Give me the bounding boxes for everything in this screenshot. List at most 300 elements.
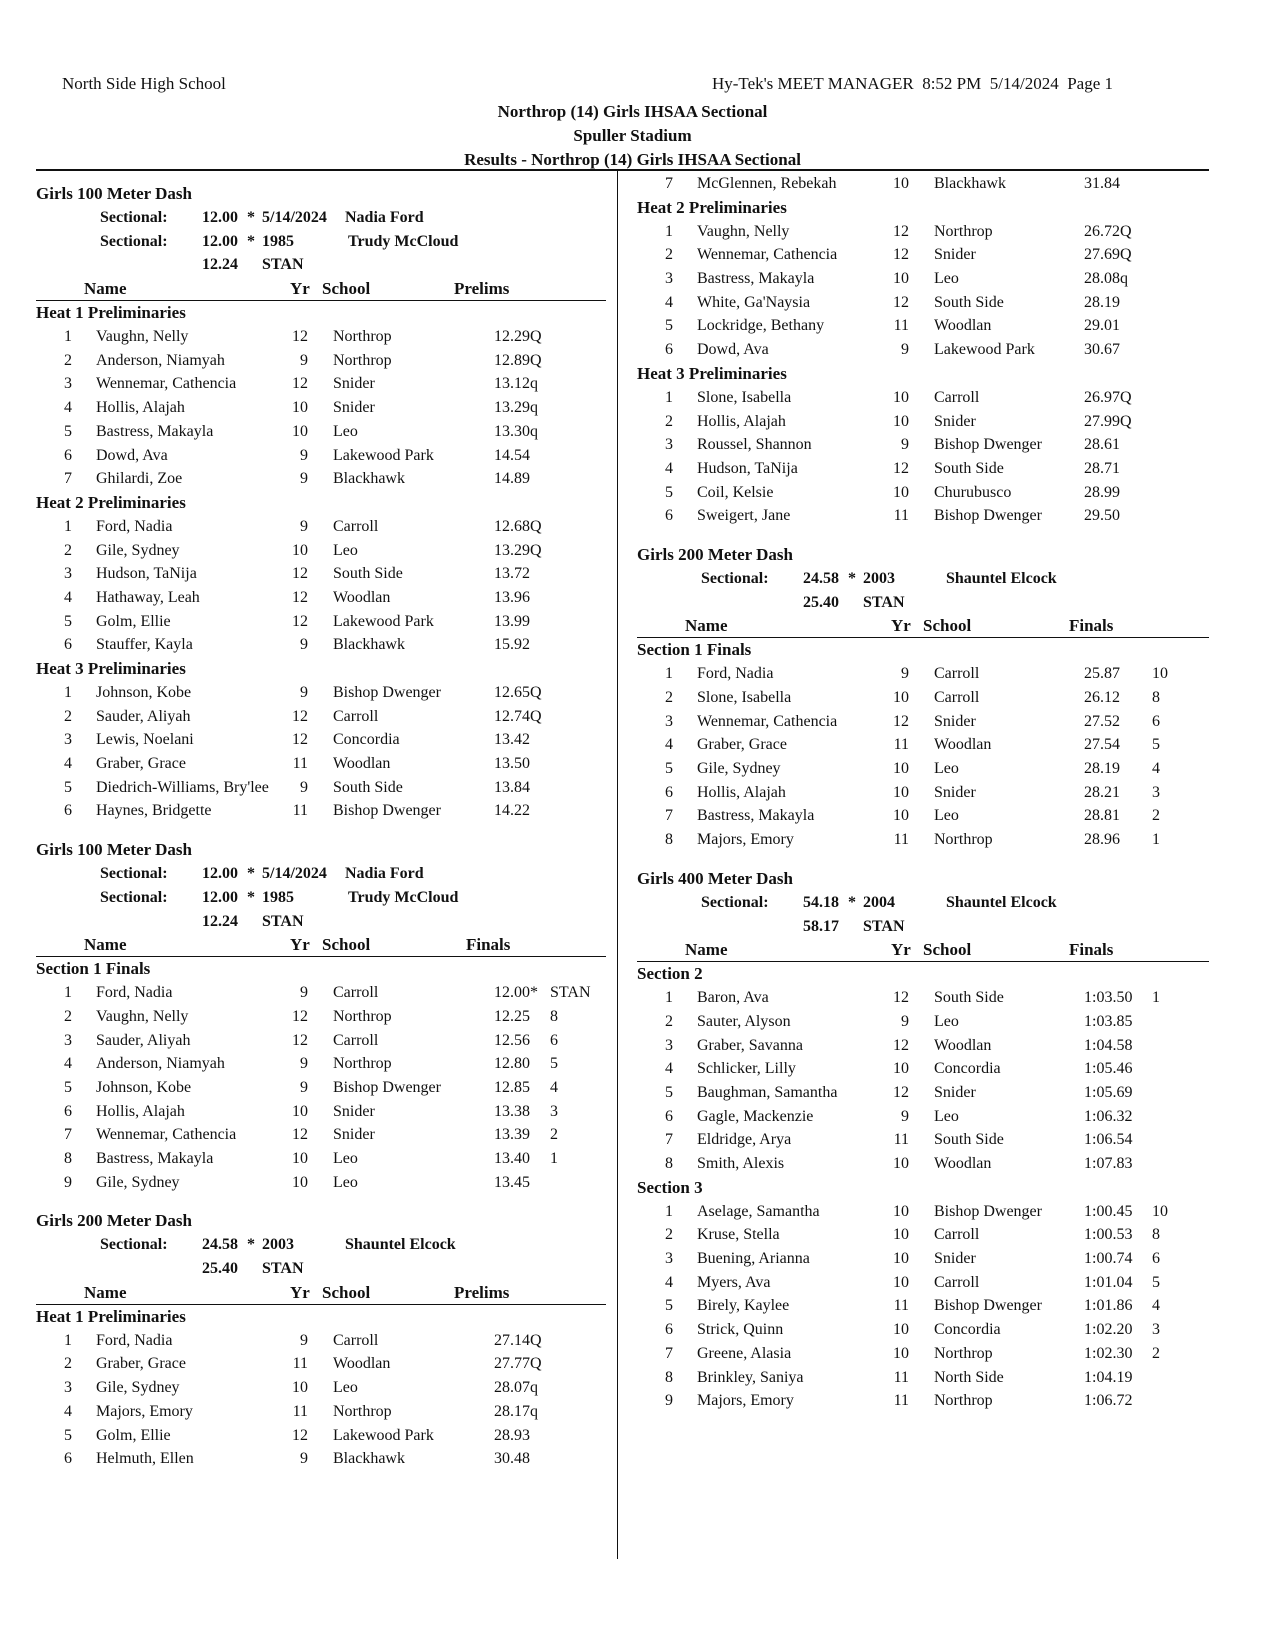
place: 2	[64, 707, 72, 725]
athlete-year: 12	[292, 588, 308, 606]
place: 3	[665, 1250, 673, 1268]
record-date: STAN	[262, 1260, 304, 1278]
result-mark: 12.25	[494, 1007, 530, 1025]
result-mark: 13.40	[494, 1150, 530, 1167]
place: 7	[64, 470, 72, 488]
athlete-name: Ghilardi, Zoe	[96, 470, 183, 488]
result-row	[637, 1034, 1209, 1058]
points: 3	[1152, 783, 1160, 801]
result-mark: 1:02.20	[1084, 1321, 1133, 1339]
place: 6	[64, 1102, 72, 1120]
school-name: Snider	[934, 246, 976, 264]
header-name: Name	[685, 940, 728, 960]
school-name: Concordia	[333, 731, 400, 749]
result-row	[637, 386, 1209, 410]
result-row	[637, 710, 1209, 734]
event-title: Girls 100 Meter Dash	[36, 840, 192, 860]
result-row	[637, 504, 1209, 528]
school-name: Snider	[333, 375, 375, 393]
athlete-name: Johnson, Kobe	[96, 684, 192, 701]
school-name: Woodlan	[934, 317, 992, 335]
place: 2	[64, 351, 72, 369]
athlete-year: 9	[901, 341, 909, 359]
result-mark: 12.56	[494, 1031, 530, 1049]
place: 1	[64, 984, 72, 1002]
school-name: Blackhawk	[333, 470, 405, 488]
school-name: Northrop	[333, 1007, 392, 1025]
place: 3	[665, 270, 673, 288]
result-row	[637, 1247, 1209, 1271]
athlete-year: 12	[893, 712, 909, 730]
result-row	[36, 1100, 606, 1124]
header-school: School	[923, 940, 972, 960]
athlete-year: 9	[300, 1055, 308, 1073]
result-row	[637, 986, 1209, 1010]
heat-label: Heat 2 Preliminaries	[637, 197, 787, 217]
result-mark: 27.54	[1084, 736, 1120, 754]
school-name: Bishop Dwenger	[934, 507, 1042, 525]
left-column	[36, 172, 606, 1471]
place: 6	[665, 783, 673, 801]
result-row	[36, 420, 606, 444]
result-mark: 13.50	[494, 755, 530, 773]
place: 1	[665, 1202, 673, 1220]
athlete-year: 10	[292, 1173, 308, 1191]
place: 6	[64, 1450, 72, 1468]
points: 5	[550, 1055, 558, 1073]
place: 9	[64, 1173, 72, 1191]
athlete-year: 12	[292, 565, 308, 583]
place: 1	[665, 665, 673, 683]
athlete-year: 12	[893, 293, 909, 311]
host-school: North Side High School	[62, 74, 226, 93]
result-row	[36, 728, 606, 752]
result-row	[637, 662, 1209, 686]
athlete-year: 9	[901, 665, 909, 683]
record-mark: 12.00	[202, 865, 238, 883]
header-mark: Prelims	[454, 279, 510, 299]
result-mark: 1:00.45	[1084, 1202, 1133, 1220]
result-mark: 1:05.46	[1084, 1060, 1133, 1078]
result-mark: 31.84	[1084, 175, 1120, 192]
place: 4	[665, 1060, 673, 1078]
result-mark: 12.85	[494, 1078, 530, 1096]
result-row	[637, 172, 1209, 196]
athlete-year: 10	[893, 1060, 909, 1078]
school-name: Blackhawk	[934, 175, 1006, 192]
place: 3	[64, 1031, 72, 1049]
record-mark: 25.40	[202, 1260, 238, 1278]
place: 6	[665, 507, 673, 525]
result-mark: 13.96	[494, 588, 530, 606]
result-mark: 28.61	[1084, 436, 1120, 454]
school-name: Bishop Dwenger	[333, 802, 441, 820]
result-mark: 1:00.74	[1084, 1250, 1133, 1268]
athlete-year: 9	[300, 984, 308, 1002]
record-label: Sectional:	[100, 1236, 168, 1254]
school-name: Woodlan	[934, 1036, 992, 1054]
record-mark: 12.00	[202, 888, 238, 906]
athlete-year: 10	[893, 412, 909, 430]
record-date: 2004	[863, 893, 895, 911]
points: 6	[1152, 712, 1160, 730]
athlete-year: 11	[893, 1392, 909, 1410]
record-star: *	[247, 209, 255, 226]
athlete-name: Gile, Sydney	[697, 760, 781, 778]
athlete-year: 12	[292, 1426, 308, 1444]
points: 8	[1152, 1226, 1160, 1244]
school-name: Lakewood Park	[934, 341, 1035, 359]
result-row	[637, 1081, 1209, 1105]
result-row	[637, 243, 1209, 267]
points: 3	[1152, 1321, 1160, 1339]
athlete-name: Slone, Isabella	[697, 388, 792, 406]
athlete-year: 12	[292, 1031, 308, 1049]
school-name: Northrop	[333, 328, 392, 346]
result-row	[637, 1366, 1209, 1390]
result-mark: 14.89	[494, 470, 530, 488]
event-block	[36, 1209, 606, 1471]
school-name: South Side	[934, 989, 1004, 1007]
athlete-year: 9	[300, 778, 308, 796]
school-name: Northrop	[934, 1344, 993, 1362]
athlete-name: Vaughn, Nelly	[96, 328, 189, 346]
athlete-name: Baron, Ava	[697, 989, 769, 1007]
place: 1	[665, 222, 673, 240]
record-holder: Shauntel Elcock	[345, 1236, 456, 1254]
school-name: Snider	[333, 1102, 375, 1120]
result-row	[637, 1294, 1209, 1318]
record-mark: 24.58	[202, 1236, 238, 1254]
athlete-year: 9	[300, 517, 308, 535]
athlete-year: 12	[893, 989, 909, 1007]
athlete-name: Sweigert, Jane	[697, 507, 791, 525]
result-row	[637, 338, 1209, 362]
athlete-name: Hathaway, Leah	[96, 588, 200, 606]
result-mark: 13.42	[494, 731, 530, 749]
result-row	[637, 804, 1209, 828]
place: 5	[64, 1426, 72, 1444]
athlete-year: 12	[292, 612, 308, 630]
place: 7	[665, 807, 673, 825]
result-row	[637, 1010, 1209, 1034]
athlete-year: 12	[893, 1036, 909, 1054]
athlete-year: 9	[300, 446, 308, 464]
school-name: South Side	[934, 459, 1004, 477]
athlete-year: 9	[300, 470, 308, 488]
place: 6	[665, 1107, 673, 1125]
header-name: Name	[84, 1282, 127, 1302]
athlete-name: Greene, Alasia	[697, 1344, 792, 1362]
athlete-name: Wennemar, Cathencia	[697, 712, 838, 730]
points: 4	[1152, 1297, 1160, 1315]
school-name: Woodlan	[333, 588, 391, 606]
record-line	[36, 886, 606, 910]
athlete-name: Bastress, Makayla	[96, 422, 214, 440]
heat-label: Heat 3 Preliminaries	[36, 659, 186, 678]
place: 7	[665, 1344, 673, 1362]
place: 5	[665, 1297, 673, 1315]
record-label: Sectional:	[100, 865, 168, 883]
school-name: Concordia	[934, 1321, 1001, 1339]
school-name: Northrop	[934, 831, 993, 849]
result-row	[36, 515, 606, 539]
athlete-year: 9	[300, 684, 308, 701]
result-mark: 27.52	[1084, 712, 1120, 730]
record-line	[637, 591, 1209, 615]
school-name: Carroll	[333, 984, 379, 1002]
athlete-year: 10	[893, 689, 909, 706]
school-name: Carroll	[934, 689, 980, 706]
meet-title: Northrop (14) Girls IHSAA Sectional	[497, 102, 768, 121]
heat-label: Section 1 Finals	[637, 640, 752, 660]
athlete-name: Gile, Sydney	[96, 1173, 180, 1191]
header-mark: Finals	[1069, 940, 1114, 960]
school-name: Carroll	[934, 1273, 980, 1291]
athlete-name: Gagle, Mackenzie	[697, 1107, 814, 1125]
school-name: Leo	[333, 1379, 358, 1397]
school-name: Northrop	[333, 1402, 392, 1420]
athlete-year: 12	[893, 246, 909, 264]
header-yr: Yr	[290, 279, 310, 299]
result-mark: 26.12	[1084, 689, 1120, 706]
place: 4	[665, 293, 673, 311]
points: STAN	[550, 984, 591, 1002]
result-mark: 27.14Q	[494, 1331, 542, 1349]
athlete-year: 9	[300, 636, 308, 654]
event-block	[36, 182, 606, 823]
record-date: STAN	[262, 256, 304, 274]
school-name: Woodlan	[934, 736, 992, 754]
athlete-name: Wennemar, Cathencia	[96, 375, 237, 393]
result-mark: 27.99Q	[1084, 412, 1132, 430]
place: 4	[665, 459, 673, 477]
points: 4	[1152, 760, 1160, 778]
school-name: Northrop	[333, 1055, 392, 1073]
points: 6	[550, 1031, 558, 1049]
athlete-year: 11	[292, 1355, 308, 1373]
school-name: South Side	[934, 1131, 1004, 1149]
place: 2	[665, 412, 673, 430]
place: 5	[64, 422, 72, 440]
header-yr: Yr	[290, 935, 310, 955]
record-line	[36, 1257, 606, 1281]
result-row	[36, 799, 606, 823]
athlete-year: 12	[893, 222, 909, 240]
result-mark: 1:07.83	[1084, 1155, 1133, 1172]
points: 2	[550, 1126, 558, 1144]
heat-label: Heat 3 Preliminaries	[637, 363, 787, 383]
school-name: Lakewood Park	[333, 446, 434, 464]
athlete-name: Hudson, TaNija	[96, 565, 197, 583]
athlete-year: 11	[893, 317, 909, 335]
result-mark: 13.99	[494, 612, 530, 630]
school-name: Snider	[934, 712, 976, 730]
athlete-year: 10	[893, 1250, 909, 1268]
place: 7	[665, 1131, 673, 1149]
place: 4	[64, 1055, 72, 1073]
place: 3	[64, 375, 72, 393]
result-row	[36, 1352, 606, 1376]
athlete-year: 10	[893, 1155, 909, 1172]
school-name: Snider	[333, 399, 375, 417]
record-line	[36, 206, 606, 230]
athlete-year: 9	[300, 1450, 308, 1468]
result-row	[36, 610, 606, 634]
result-row	[36, 539, 606, 563]
record-date: 1985	[262, 888, 294, 906]
record-date: 1985	[262, 232, 294, 250]
school-name: Woodlan	[333, 1355, 391, 1373]
record-line	[637, 567, 1209, 591]
place: 1	[64, 328, 72, 346]
place: 5	[64, 612, 72, 630]
place: 3	[665, 712, 673, 730]
athlete-name: Ford, Nadia	[96, 984, 173, 1002]
record-holder: Shauntel Elcock	[946, 893, 1057, 911]
athlete-name: White, Ga'Naysia	[697, 293, 811, 311]
column-headers	[36, 277, 606, 301]
record-mark: 54.18	[803, 893, 839, 911]
athlete-name: Hollis, Alajah	[96, 399, 185, 417]
result-mark: 28.93	[494, 1426, 530, 1444]
points: 8	[550, 1007, 558, 1025]
athlete-name: Graber, Grace	[697, 736, 787, 754]
athlete-name: Majors, Emory	[96, 1402, 193, 1420]
school-name: Snider	[333, 1126, 375, 1144]
athlete-year: 11	[893, 831, 909, 849]
school-name: South Side	[934, 293, 1004, 311]
column-divider	[617, 169, 618, 1559]
result-row	[36, 467, 606, 491]
result-mark: 28.81	[1084, 807, 1120, 825]
record-line	[36, 230, 606, 254]
record-holder: Nadia Ford	[345, 209, 424, 226]
result-mark: 1:04.19	[1084, 1368, 1133, 1386]
record-mark: 12.24	[202, 912, 238, 930]
place: 5	[665, 760, 673, 778]
result-mark: 1:02.30	[1084, 1344, 1133, 1362]
school-name: Northrop	[934, 222, 993, 240]
athlete-name: Bastress, Makayla	[697, 270, 815, 288]
place: 6	[64, 636, 72, 654]
athlete-year: 10	[893, 783, 909, 801]
record-label: Sectional:	[100, 888, 168, 906]
athlete-name: Ford, Nadia	[96, 517, 173, 535]
result-mark: 15.92	[494, 636, 530, 654]
result-mark: 14.54	[494, 446, 530, 464]
column-headers	[36, 933, 606, 957]
athlete-name: Anderson, Niamyah	[96, 1055, 225, 1073]
record-line	[36, 910, 606, 934]
result-mark: 1:05.69	[1084, 1083, 1133, 1101]
result-mark: 12.29Q	[494, 328, 542, 346]
school-name: Concordia	[934, 1060, 1001, 1078]
record-holder: Trudy McCloud	[348, 232, 459, 250]
header-name: Name	[84, 279, 127, 299]
school-name: Snider	[934, 412, 976, 430]
athlete-name: Hollis, Alajah	[96, 1102, 185, 1120]
record-line	[637, 891, 1209, 915]
place: 3	[665, 436, 673, 454]
result-row	[637, 1057, 1209, 1081]
result-mark: 12.68Q	[494, 517, 542, 535]
result-row	[637, 781, 1209, 805]
record-line	[637, 915, 1209, 939]
result-mark: 29.01	[1084, 317, 1120, 335]
place: 8	[665, 1155, 673, 1172]
school-name: Blackhawk	[333, 636, 405, 654]
school-name: Leo	[934, 807, 959, 825]
result-row	[637, 1128, 1209, 1152]
school-name: Carroll	[333, 707, 379, 725]
athlete-name: Gile, Sydney	[96, 541, 180, 559]
athlete-year: 12	[292, 1007, 308, 1025]
record-mark: 25.40	[803, 593, 839, 611]
school-name: Blackhawk	[333, 1450, 405, 1468]
result-mark: 28.71	[1084, 459, 1120, 477]
points: 10	[1152, 1202, 1168, 1220]
athlete-year: 10	[292, 541, 308, 559]
place: 2	[665, 246, 673, 264]
place: 6	[64, 446, 72, 464]
place: 5	[64, 1078, 72, 1096]
place: 7	[665, 175, 673, 192]
school-name: Leo	[333, 1150, 358, 1167]
athlete-year: 12	[292, 707, 308, 725]
school-name: Bishop Dwenger	[934, 436, 1042, 454]
result-row	[36, 981, 606, 1005]
place: 8	[64, 1150, 72, 1167]
result-row	[637, 757, 1209, 781]
result-row	[36, 1052, 606, 1076]
result-row	[637, 481, 1209, 505]
school-name: Leo	[934, 1107, 959, 1125]
athlete-year: 10	[893, 175, 909, 192]
athlete-name: Smith, Alexis	[697, 1155, 785, 1172]
header-school: School	[322, 279, 371, 299]
result-mark: 1:03.50	[1084, 989, 1133, 1007]
school-name: Woodlan	[333, 755, 391, 773]
school-name: Lakewood Park	[333, 1426, 434, 1444]
athlete-year: 9	[300, 1078, 308, 1096]
athlete-name: Brinkley, Saniya	[697, 1368, 804, 1386]
place: 4	[64, 1402, 72, 1420]
place: 5	[665, 1083, 673, 1101]
result-row	[36, 1123, 606, 1147]
place: 3	[64, 1379, 72, 1397]
software-timestamp: Hy-Tek's MEET MANAGER 8:52 PM 5/14/2024 Page 1	[711, 74, 1113, 93]
place: 4	[64, 588, 72, 606]
athlete-name: Gile, Sydney	[96, 1379, 180, 1397]
result-row	[637, 314, 1209, 338]
points: 4	[550, 1078, 558, 1096]
athlete-year: 12	[893, 1083, 909, 1101]
athlete-name: Graber, Savanna	[697, 1036, 803, 1054]
result-mark: 28.17q	[494, 1402, 538, 1420]
points: 1	[1152, 831, 1160, 849]
event-block	[36, 838, 606, 1194]
results-title: Results - Northrop (14) Girls IHSAA Sectional	[464, 150, 801, 169]
result-mark: 30.67	[1084, 341, 1120, 359]
place: 5	[665, 317, 673, 335]
result-row	[637, 410, 1209, 434]
result-row	[36, 1005, 606, 1029]
school-name: Woodlan	[934, 1155, 992, 1172]
place: 6	[665, 1321, 673, 1339]
school-name: Carroll	[333, 517, 379, 535]
header-school: School	[923, 616, 972, 636]
